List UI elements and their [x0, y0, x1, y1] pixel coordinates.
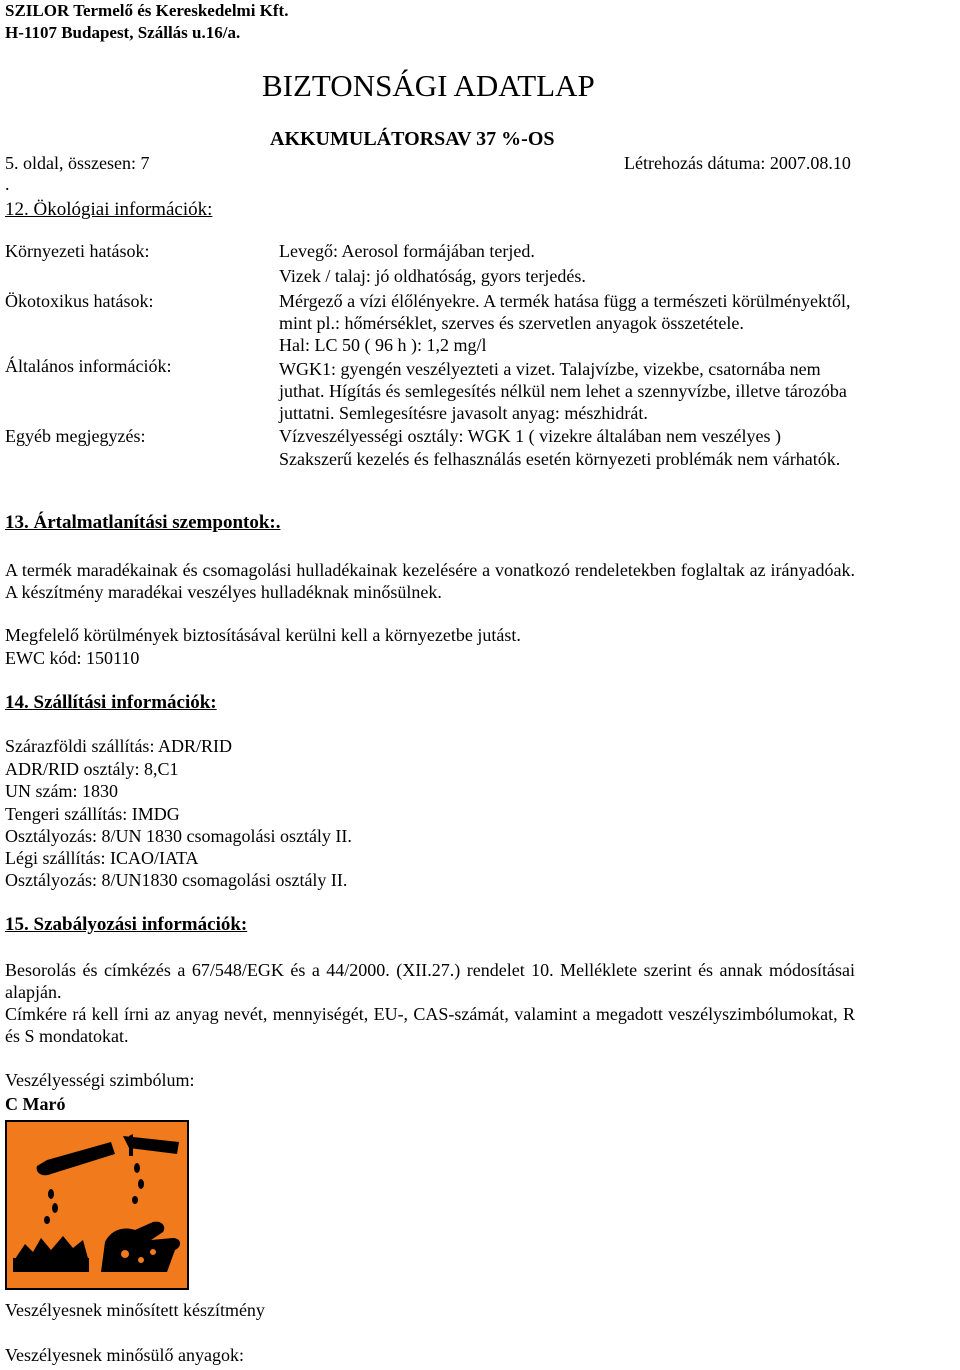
- hazardous-substances: Veszélyesnek minősülő anyagok:: [5, 1345, 244, 1365]
- regulatory-paragraph: Besorolás és címkézés a 67/548/EGK és a 44/2000. (XII.27.) rendelet 10. Melléklete szerint és annak módosításai alapján.: [5, 960, 855, 1002]
- eco-line: mint pl.: hőmérséklet, szerves és szervetlen anyagok összetétele.: [279, 313, 744, 333]
- product-name: AKKUMULÁTORSAV 37 %-OS: [270, 128, 555, 150]
- eco-line: Hal: LC 50 ( 96 h ): 1,2 mg/l: [279, 335, 487, 355]
- company-address: H-1107 Budapest, Szállás u.16/a.: [5, 23, 241, 42]
- transport-line: Osztályozás: 8/UN 1830 csomagolási osztály II.: [5, 826, 352, 846]
- corrosive-symbol-icon: [5, 1120, 189, 1290]
- transport-line: ADR/RID osztály: 8,C1: [5, 759, 179, 779]
- transport-line: UN szám: 1830: [5, 781, 118, 801]
- hazard-symbol-name: C Maró: [5, 1094, 66, 1114]
- eco-line: WGK1: gyengén veszélyezteti a vizet. Talajvízbe, vizekbe, csatornába nem: [279, 359, 821, 379]
- transport-line: Szárazföldi szállítás: ADR/RID: [5, 736, 232, 756]
- section-12-heading: 12. Ökológiai információk:: [5, 199, 213, 220]
- eco-line: Vízveszélyességi osztály: WGK 1 ( vizekre általában nem veszélyes ): [279, 426, 781, 446]
- eco-line: juttatni. Semlegesítésre javasolt anyag: mészhidrát.: [279, 403, 648, 423]
- transport-line: Tengeri szállítás: IMDG: [5, 804, 180, 824]
- classified-preparation: Veszélyesnek minősített készítmény: [5, 1300, 265, 1320]
- label-other: Egyéb megjegyzés:: [5, 426, 146, 446]
- eco-line: juthat. Hígítás és semlegesítés nélkül nem lehet a szennyvízbe, illetve tározóba: [279, 381, 847, 401]
- eco-line: Mérgező a vízi élőlényekre. A termék hatása függ a természeti körülményektől,: [279, 291, 851, 311]
- hazard-symbol-label: Veszélyességi szimbólum:: [5, 1070, 195, 1090]
- creation-date: Létrehozás dátuma: 2007.08.10: [624, 153, 851, 173]
- eco-line: Szakszerű kezelés és felhasználás esetén környezeti problémák nem várhatók.: [279, 449, 841, 469]
- section-14-heading: 14. Szállítási információk:: [5, 692, 217, 713]
- label-environmental: Környezeti hatások:: [5, 241, 150, 261]
- ewc-code: EWC kód: 150110: [5, 648, 140, 668]
- eco-line: Levegő: Aerosol formájában terjed.: [279, 241, 535, 261]
- label-paragraph: Címkére rá kell írni az anyag nevét, mennyiségét, EU-, CAS-számát, valamint a megadott veszélyszimbólumokat, R és S mondatokat.: [5, 1004, 855, 1046]
- section-15-heading: 15. Szabályozási információk:: [5, 914, 248, 935]
- label-ecotoxic: Ökotoxikus hatások:: [5, 291, 154, 311]
- section-13-heading: 13. Ártalmatlanítási szempontok:.: [5, 512, 281, 533]
- document-title: BIZTONSÁGI ADATLAP: [262, 68, 595, 103]
- corrosive-pictogram: [7, 1122, 187, 1288]
- disposal-line: Megfelelő körülmények biztosításával kerülni kell a környezetbe jutást.: [5, 625, 521, 645]
- eco-line: Vizek / talaj: jó oldhatóság, gyors terjedés.: [279, 266, 586, 286]
- company-name: SZILOR Termelő és Kereskedelmi Kft.: [5, 1, 289, 20]
- transport-line: Légi szállítás: ICAO/IATA: [5, 848, 199, 868]
- disposal-paragraph: A termék maradékainak és csomagolási hulladékainak kezelésére a vonatkozó rendeletekben foglaltak az irányadóak. A készítmény maradékai veszélyes hulladéknak minősülnek.: [5, 560, 855, 602]
- transport-line: Osztályozás: 8/UN1830 csomagolási osztály II.: [5, 870, 348, 890]
- page-number: 5. oldal, összesen: 7: [5, 153, 150, 173]
- stray-dot: .: [5, 174, 10, 194]
- label-general: Általános információk:: [5, 356, 172, 376]
